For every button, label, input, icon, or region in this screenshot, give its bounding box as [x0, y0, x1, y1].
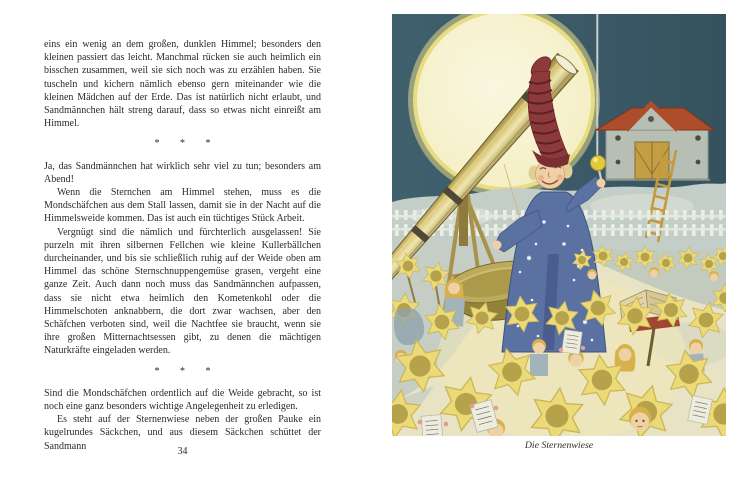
paragraph: eins ein wenig an dem großen, dunklen Himmel; besonders den kleinen passiert das leicht. Manchmal rücken sie auch heimlich ein bisschen zusammen, weil sie sich noch was zu erzählen haben. Sie tuscheln und kichern nämlich ebenso gern miteinander wie die kleinen Mädchen auf der Erde. Das ist natürlich nicht erlaubt, und Sandmännchen hält streng darauf, dass so etwas nicht einreißt am Himmel. — [44, 39, 321, 130]
left-page-text — [44, 38, 321, 453]
paragraph: Es steht auf der Sternenwiese neben der großen Pauke ein kugelrundes Säckchen, und aus diesem Säckchen schüttet der Sandmann — [44, 414, 321, 452]
illustration — [392, 14, 726, 436]
section-separator: * * * — [154, 138, 220, 150]
page-number: 34 — [177, 446, 188, 457]
section-separator: * * * — [154, 365, 220, 377]
paragraph: Wenn die Sternchen am Himmel stehen, muss es die Mondschäfchen aus dem Stall lassen, damit sie in der Nacht auf die Himmelsweide kommen. Das ist auch ein tüchtiges Stück Arbeit. — [44, 187, 321, 225]
paragraph: Ja, das Sandmännchen hat wirklich sehr viel zu tun; besonders am Abend! — [44, 160, 321, 185]
flag-mast — [596, 14, 598, 164]
paragraph: Sind die Mondschäfchen ordentlich auf die Weide gebracht, so ist noch eine ganz besonders wichtige Angelegenheit zu erledigen. — [44, 387, 321, 413]
illustration-caption: Die Sternenwiese — [524, 440, 594, 451]
paragraph: Vergnügt sind die nämlich und fürchterlich ausgelassen! Sie purzeln mit ihren silbernen Fellchen wie kleine Kullerbällchen durcheinander, und bis sie schließlich ruhig auf der Weide oben am Himmel das schöne Sternschnuppengemüse grasen, vergeht eine ganze Zeit. Auch dann noch muss das Sandmännchen aufpassen, dass sie nicht etwa heimlich den Kometenkohl oder die Himmelschoten anknabbern, die dort zwar wachsen, aber den Schäfchen verboten sind, weil die Nachtfee sie braucht, wenn sie ihre großen Mitternachtsessen gibt, zu denen die mächtigen Naturkräfte eingeladen werden. — [44, 226, 321, 357]
